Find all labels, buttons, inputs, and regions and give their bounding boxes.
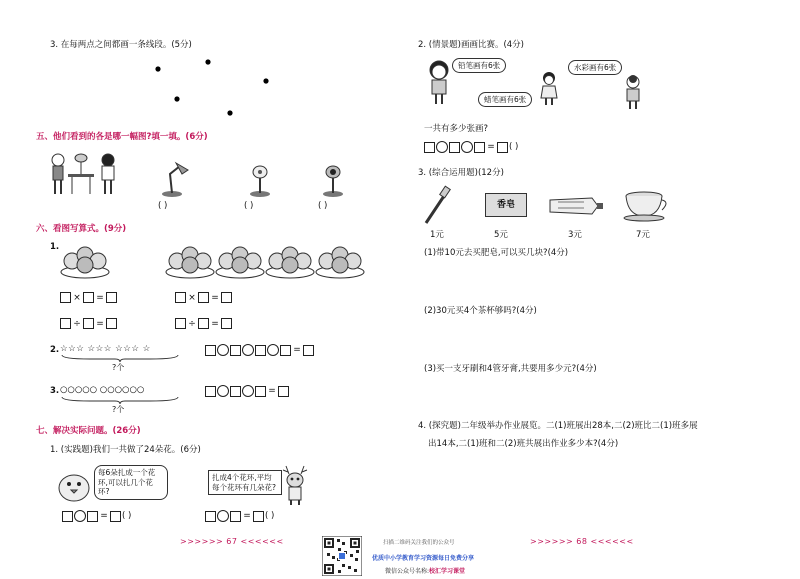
circles-caption: ?个 (112, 405, 125, 414)
operator-circle[interactable] (267, 344, 279, 356)
answer-box[interactable] (449, 142, 460, 153)
answer-box[interactable] (198, 292, 209, 303)
footer-wechat-label: 微信公众号名称: (385, 568, 430, 575)
s7-q1-text: 1. (实践题)我们一共做了24朵花。(6分) (50, 445, 201, 455)
operator-circle[interactable] (436, 141, 448, 153)
q2-question: 一共有多少张画? (424, 124, 489, 134)
answer-box[interactable] (280, 345, 291, 356)
answer-box[interactable] (198, 318, 209, 329)
answer-blank[interactable]: ( ) (244, 201, 254, 211)
section-7-heading: 七、解决实际问题。(26分) (36, 426, 141, 436)
lamp-back-view-icon (318, 160, 348, 198)
unit-blank[interactable]: ( ) (265, 511, 275, 521)
equation-boxes-row[interactable]: = ( ) (205, 510, 274, 522)
answer-box[interactable] (106, 292, 117, 303)
unit-blank[interactable]: ( ) (122, 511, 132, 521)
boy-illustration (424, 58, 454, 106)
left-q3-title: 3. 在每两点之间都画一条线段。(5分) (50, 40, 192, 50)
q3-part1: (1)带10元去买肥皂,可以买几块?(4分) (424, 248, 569, 258)
dot (174, 96, 179, 101)
footer-scan-text: 扫描二维码关注我们的公众号 (383, 540, 455, 546)
s6-q1-number: 1. (50, 242, 60, 252)
speech-bubble: 铅笔画有6张 (452, 58, 506, 73)
apple-plate (216, 247, 264, 278)
answer-box[interactable] (278, 386, 289, 397)
answer-box[interactable] (474, 142, 485, 153)
answer-box[interactable] (255, 386, 266, 397)
answer-box[interactable] (83, 318, 94, 329)
answer-box[interactable] (60, 318, 71, 329)
answer-box[interactable] (110, 511, 121, 522)
operator-circle[interactable] (242, 344, 254, 356)
footer-promo: 优质中小学教育学习资源每日免费分享 (372, 555, 475, 562)
apple-plates-illustration (60, 242, 370, 282)
lamp-front-view-icon (245, 160, 275, 198)
answer-blank[interactable]: ( ) (158, 201, 168, 211)
answer-box[interactable] (87, 511, 98, 522)
section-5-heading: 五、他们看到的各是哪一幅图?填一填。(6分) (36, 132, 208, 142)
speech-bubble: 水彩画有6张 (568, 60, 622, 75)
equation-multiply[interactable]: × = (60, 292, 117, 303)
chick-illustration (54, 466, 94, 504)
answer-box[interactable] (60, 292, 71, 303)
right-q2-title: 2. (情景题)画画比赛。(4分) (418, 40, 524, 50)
right-q3-title: 3. (综合运用题)(12分) (418, 168, 504, 178)
unit-blank[interactable]: ( ) (509, 142, 519, 152)
children-lamp-illustration (48, 150, 128, 198)
teacup-icon (622, 190, 670, 222)
answer-box[interactable] (221, 318, 232, 329)
footer-wechat (385, 566, 465, 575)
kid-illustration (622, 74, 644, 110)
dot (263, 78, 268, 83)
s6-q3-number: 3. (50, 386, 60, 396)
brace (60, 396, 180, 404)
deer-illustration (278, 464, 312, 506)
operator-circle[interactable] (242, 385, 254, 397)
equation-multiply[interactable]: × = (175, 292, 232, 303)
operator-circle[interactable] (217, 510, 229, 522)
speech-bubble: 蜡笔画有6张 (478, 92, 532, 107)
dot (205, 59, 210, 64)
q3-part3: (3)买一支牙刷和4管牙膏,共要用多少元?(4分) (424, 364, 597, 374)
equation-boxes-row[interactable]: = (205, 344, 314, 356)
qr-code-icon[interactable] (322, 536, 362, 576)
operator-circle[interactable] (217, 385, 229, 397)
answer-box[interactable] (62, 511, 73, 522)
girl-illustration (538, 70, 560, 106)
soap-icon: 香皂 (485, 193, 527, 217)
q4-line2: 出14本,二(1)班和二(2)班共展出作业多少本?(4分) (428, 439, 619, 449)
answer-box[interactable] (303, 345, 314, 356)
answer-box[interactable] (175, 318, 186, 329)
dot (227, 110, 232, 115)
toothpaste-icon (548, 196, 604, 216)
q4-line1: 4. (探究题)二年级举办作业展览。二(1)班展出28本,二(2)班比二(1)班多展 (418, 421, 698, 431)
answer-box[interactable] (205, 345, 216, 356)
price-label: 1元 (430, 230, 444, 240)
operator-circle[interactable] (74, 510, 86, 522)
dot (155, 66, 160, 71)
answer-box[interactable] (230, 511, 241, 522)
apple-plate (166, 247, 214, 278)
answer-box[interactable] (221, 292, 232, 303)
stars-caption: ?个 (112, 363, 125, 372)
price-label: 5元 (494, 230, 508, 240)
equation-boxes-row[interactable]: = ( ) (424, 141, 518, 153)
section-6-heading: 六、看图写算式。(9分) (36, 224, 127, 234)
page-number-right: >>>>>> 68 <<<<<< (530, 537, 634, 546)
answer-box[interactable] (106, 318, 117, 329)
page-number-left: >>>>>> 67 <<<<<< (180, 537, 284, 546)
answer-box[interactable] (205, 386, 216, 397)
answer-box[interactable] (230, 386, 241, 397)
answer-box[interactable] (497, 142, 508, 153)
equation-boxes-row[interactable]: = ( ) (62, 510, 131, 522)
apple-plate (61, 247, 109, 278)
answer-box[interactable] (253, 511, 264, 522)
equation-boxes-row[interactable]: = (205, 385, 289, 397)
footer-wechat-name: 校汇学习课堂 (429, 568, 466, 575)
answer-box[interactable] (175, 292, 186, 303)
toothbrush-icon (422, 185, 452, 225)
speech-bubble: 扎成4个花环,平均每个花环有几朵花? (208, 470, 282, 495)
answer-blank[interactable]: ( ) (318, 201, 328, 211)
dots-figure (150, 55, 280, 120)
brace (60, 354, 180, 362)
equation-divide[interactable]: ÷ = (175, 318, 232, 329)
answer-box[interactable] (424, 142, 435, 153)
lamp-side-view-icon (160, 160, 190, 198)
apple-plate (316, 247, 364, 278)
price-label: 7元 (636, 230, 650, 240)
answer-box[interactable] (205, 511, 216, 522)
price-label: 3元 (568, 230, 582, 240)
equation-divide[interactable]: ÷ = (60, 318, 117, 329)
operator-circle[interactable] (461, 141, 473, 153)
answer-box[interactable] (230, 345, 241, 356)
operator-circle[interactable] (217, 344, 229, 356)
speech-bubble: 每6朵扎成一个花环,可以扎几个花环? (94, 465, 168, 500)
s6-q2-number: 2. (50, 345, 60, 355)
answer-box[interactable] (255, 345, 266, 356)
apple-plate (266, 247, 314, 278)
q3-part2: (2)30元买4个茶杯够吗?(4分) (424, 306, 537, 316)
circles-figure: ○○○○○ ○○○○○○ (60, 385, 145, 395)
stars-figure: ☆☆☆ ☆☆☆ ☆☆☆ ☆ (60, 344, 151, 354)
answer-box[interactable] (83, 292, 94, 303)
